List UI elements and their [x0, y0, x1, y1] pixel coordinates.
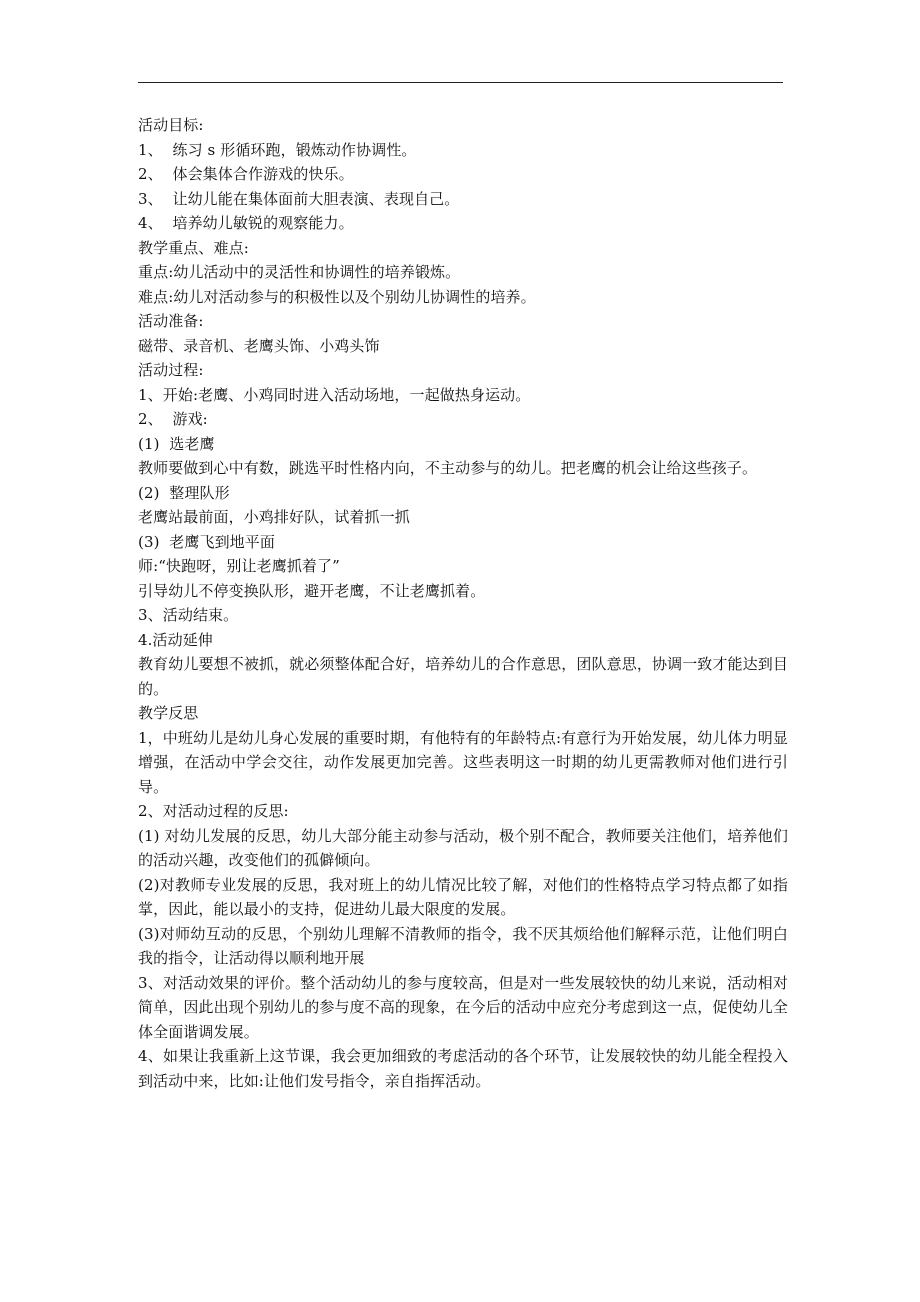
reflection-2-sub-1: (1) 对幼儿发展的反思，幼儿大部分能主动参与活动，极个别不配合，教师要关注他们，培养他们的活动兴趣，改变他们的孤僻倾向。 — [138, 826, 788, 869]
reflection-2-sub-3: (3)对师幼互动的反思，个别幼儿理解不清教师的指令，我不厌其烦给他们解释示范，让他们明白我的指令，让活动得以顺利地开展 — [138, 924, 788, 967]
process-step-1: 1、开始:老鹰、小鸡同时进入活动场地，一起做热身运动。 — [138, 385, 531, 404]
goal-item-3: 3、 让幼儿能在集体面前大胆表演、表现自己。 — [138, 189, 460, 208]
reflection-4: 4、如果让我重新上这节课，我会更加细致的考虑活动的各个环节，让发展较快的幼儿能全程投入到活动中来，比如:让他们发号指令，亲自指挥活动。 — [138, 1047, 788, 1090]
reflection-2-sub-2: (2)对教师专业发展的反思，我对班上的幼儿情况比较了解，对他们的性格特点学习特点都了如指掌，因此，能以最小的支持，促进幼儿最大限度的发展。 — [138, 875, 788, 918]
difficult-point: 难点:幼儿对活动参与的积极性以及个别幼儿协调性的培养。 — [138, 287, 536, 306]
reflection-3: 3、对活动效果的评价。整个活动幼儿的参与度较高，但是对一些发展较快的幼儿来说，活动相对简单，因此出现个别幼儿的参与度不高的现象，在今后的活动中应充分考虑到这一点，促使幼儿全体全面谐调发展。 — [138, 973, 788, 1041]
game-substep-3-text: 引导幼儿不停变换队形，避开老鹰，不让老鹰抓着。 — [138, 581, 486, 600]
game-substep-1-text: 教师要做到心中有数，跳选平时性格内向，不主动参与的幼儿。把老鹰的机会让给这些孩子。 — [138, 459, 758, 477]
game-substep-2: (2) 整理队形 — [138, 483, 230, 502]
document-body — [138, 113, 788, 1093]
key-point: 重点:幼儿活动中的灵活性和协调性的培养锻炼。 — [138, 263, 461, 281]
game-substep-2-text: 老鹰站最前面，小鸡排好队，试着抓一抓 — [138, 508, 410, 526]
process-step-2: 2、 游戏: — [138, 410, 208, 428]
game-substep-1: (1) 选老鹰 — [138, 434, 215, 453]
game-substep-3: (3) 老鹰飞到地平面 — [138, 532, 275, 551]
heading-activity-goals: 活动目标: — [138, 116, 204, 134]
goal-item-2: 2、 体会集体合作游戏的快乐。 — [138, 165, 354, 183]
goal-item-4: 4、 培养幼儿敏锐的观察能力。 — [138, 214, 354, 232]
heading-reflection: 教学反思 — [138, 704, 199, 722]
reflection-1: 1，中班幼儿是幼儿身心发展的重要时期，有他特有的年龄特点:有意行为开始发展，幼儿体力明显增强，在活动中学会交往，动作发展更加完善。这些表明这一时期的幼儿更需教师对他们进行引导。 — [138, 728, 788, 796]
process-step-3: 3、活动结束。 — [138, 606, 239, 624]
teacher-quote: 师:“快跑呀，别让老鹰抓着了” — [138, 557, 340, 575]
heading-process: 活动过程: — [138, 361, 204, 379]
preparation-materials: 磁带、录音机、老鹰头饰、小鸡头饰 — [138, 336, 380, 355]
goal-item-1: 1、 练习 s 形循环跑，锻炼动作协调性。 — [138, 140, 417, 159]
heading-preparation: 活动准备: — [138, 312, 204, 330]
heading-key-points: 教学重点、难点: — [138, 238, 249, 257]
reflection-2-heading: 2、对活动过程的反思: — [138, 802, 289, 820]
process-step-4: 4.活动延伸 — [138, 630, 213, 649]
header-rule — [138, 82, 783, 83]
extension-text: 教育幼儿要想不被抓，就必须整体配合好，培养幼儿的合作意思，团队意思，协调一致才能达到目的。 — [138, 655, 788, 698]
